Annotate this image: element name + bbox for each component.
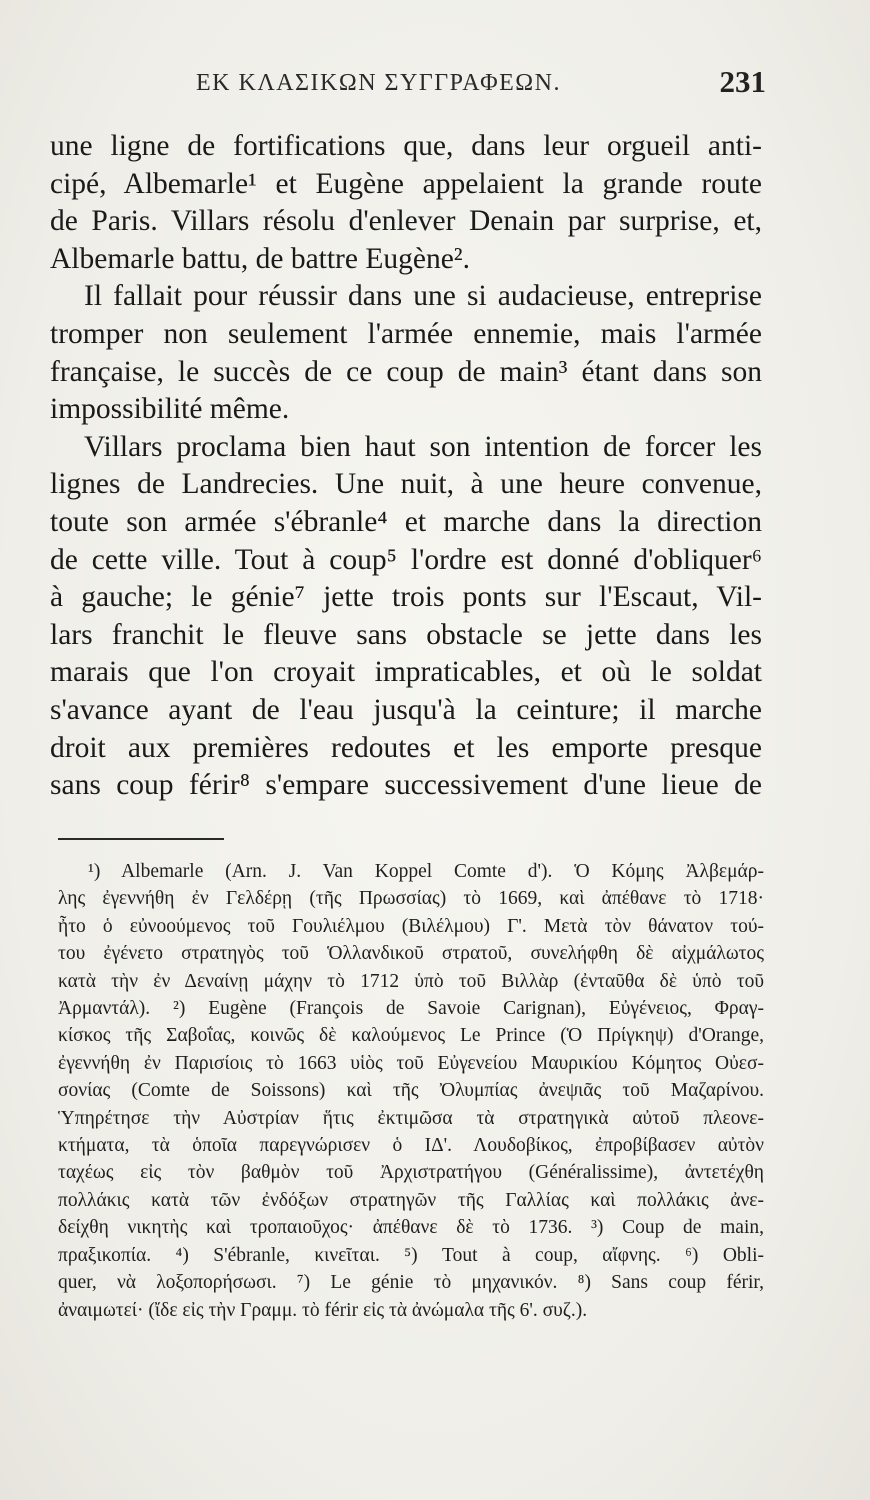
body-line: impossibilité même. <box>50 393 290 426</box>
footnote-line: του ἐγένετο στρατηγὸς τοῦ Ὁλλανδικοῦ στρατοῦ, συνελήφθη δὲ αἰχμάλωτος <box>58 943 764 965</box>
body-line: sans coup férir⁸ s'empare successivement d'une lieue de <box>50 769 762 802</box>
running-title: ΕΚ ΚΛΑΣΙΚΩΝ ΣΥΓΓΡΑΦΕΩΝ. <box>196 70 561 96</box>
footnote-line: Ἀρμαντάλ). ²) Eugène (François de Savoie Carignan), Εὐγένειος, Φραγ- <box>58 998 764 1020</box>
footnote-divider <box>58 838 224 840</box>
main-text <box>50 128 762 805</box>
body-line: à gauche; le génie⁷ jette trois ponts sur l'Escaut, Vil- <box>50 581 762 614</box>
body-line: toute son armée s'ébranle⁴ et marche dans la direction <box>50 505 762 538</box>
footnote-line: ¹) Albemarle (Arn. J. Van Koppel Comte d'). Ὁ Κόμης Ἀλβεμάρ- <box>88 861 764 882</box>
footnote-line: κτήματα, τὰ ὁποῖα παρεγνώρισεν ὁ ΙΔ'. Λουδοβίκος, ἐπροβίβασεν αὐτὸν <box>58 1135 764 1157</box>
footnote-line: πολλάκις κατὰ τῶν ἐνδόξων στρατηγῶν τῆς Γαλλίας καὶ πολλάκις ἀνε- <box>58 1189 764 1211</box>
footnote-line: Ὑπηρέτησε τὴν Αὐστρίαν ἥτις ἐκτιμῶσα τὰ στρατηγικὰ αὐτοῦ πλεονε- <box>58 1107 764 1129</box>
footnote-line: ἦτο ὁ εὐνοούμενος τοῦ Γουλιέλμου (Βιλέλμου) Γ'. Μετὰ τὸν θάνατον τού- <box>58 915 764 937</box>
body-line: Villars proclama bien haut son intention de forcer les <box>84 430 762 463</box>
body-line: Albemarle battu, de battre Eugène². <box>50 242 471 275</box>
footnotes <box>58 858 764 1324</box>
footnote-line: κίσκος τῆς Σαβοΐας, κοινῶς δὲ καλούμενος Le Prince (Ὁ Πρίγκηψ) d'Orange, <box>58 1025 764 1047</box>
body-line: Il fallait pour réussir dans une si audacieuse, entreprise <box>84 280 762 313</box>
body-line: s'avance ayant de l'eau jusqu'à la ceinture; il marche <box>50 693 762 726</box>
body-line: lignes de Landrecies. Une nuit, à une heure convenue, <box>50 468 762 501</box>
body-line: droit aux premières redoutes et les emporte presque <box>50 731 762 764</box>
footnote-line: δείχθη νικητὴς καὶ τροπαιοῦχος· ἀπέθανε δὲ τὸ 1736. ³) Coup de main, <box>58 1217 764 1239</box>
footnote-line: πραξικοπία. ⁴) S'ébranle, κινεῖται. ⁵) Tout à coup, αἴφνης. ⁶) Obli- <box>58 1244 764 1266</box>
footnote-line: κατὰ τὴν ἐν Δεναίνῃ μάχην τὸ 1712 ὑπὸ τοῦ Βιλλὰρ (ἐνταῦθα δὲ ὑπὸ τοῦ <box>58 970 764 992</box>
body-line: tromper non seulement l'armée ennemie, mais l'armée <box>50 317 762 350</box>
body-line: une ligne de fortifications que, dans leur orgueil anti- <box>50 130 762 162</box>
body-line: de Paris. Villars résolu d'enlever Denain par surprise, et, <box>50 205 762 238</box>
body-line: de cette ville. Tout à coup⁵ l'ordre est donné d'obliquer⁶ <box>50 543 762 576</box>
footnote-line: ταχέως εἰς τὸν βαθμὸν τοῦ Ἀρχιστρατήγου (Généralissime), ἀντετέχθη <box>58 1162 764 1184</box>
body-line: lars franchit le fleuve sans obstacle se jette dans les <box>50 618 762 651</box>
footnote-line: σονίας (Comte de Soissons) καὶ τῆς Ὀλυμπίας ἀνεψιᾶς τοῦ Μαζαρίνου. <box>58 1080 764 1102</box>
body-line: cipé, Albemarle¹ et Eugène appelaient la grande route <box>50 167 762 200</box>
page-header <box>68 64 766 104</box>
body-line: française, le succès de ce coup de main³ étant dans son <box>50 355 762 388</box>
body-line: marais que l'on croyait impraticables, et où le soldat <box>50 656 762 689</box>
footnote-line: ἐγεννήθη ἐν Παρισίοις τὸ 1663 υἱὸς τοῦ Εὐγενείου Μαυρικίου Κόμητος Οὐεσ- <box>58 1052 764 1074</box>
footnote-line: quer, νὰ λοξοπορήσωσι. ⁷) Le génie τὸ μηχανικόν. ⁸) Sans coup férir, <box>58 1272 764 1294</box>
page-number: 231 <box>719 64 766 99</box>
footnote-line: ἀναιμωτεί· (ἴδε εἰς τὴν Γραμμ. τὸ férir εἰς τὰ ἀνώμαλα τῆς 6'. συζ.). <box>58 1299 588 1321</box>
footnote-line: λης ἐγεννήθη ἐν Γελδέρῃ (τῆς Πρωσσίας) τὸ 1669, καὶ ἀπέθανε τὸ 1718· <box>58 888 764 910</box>
